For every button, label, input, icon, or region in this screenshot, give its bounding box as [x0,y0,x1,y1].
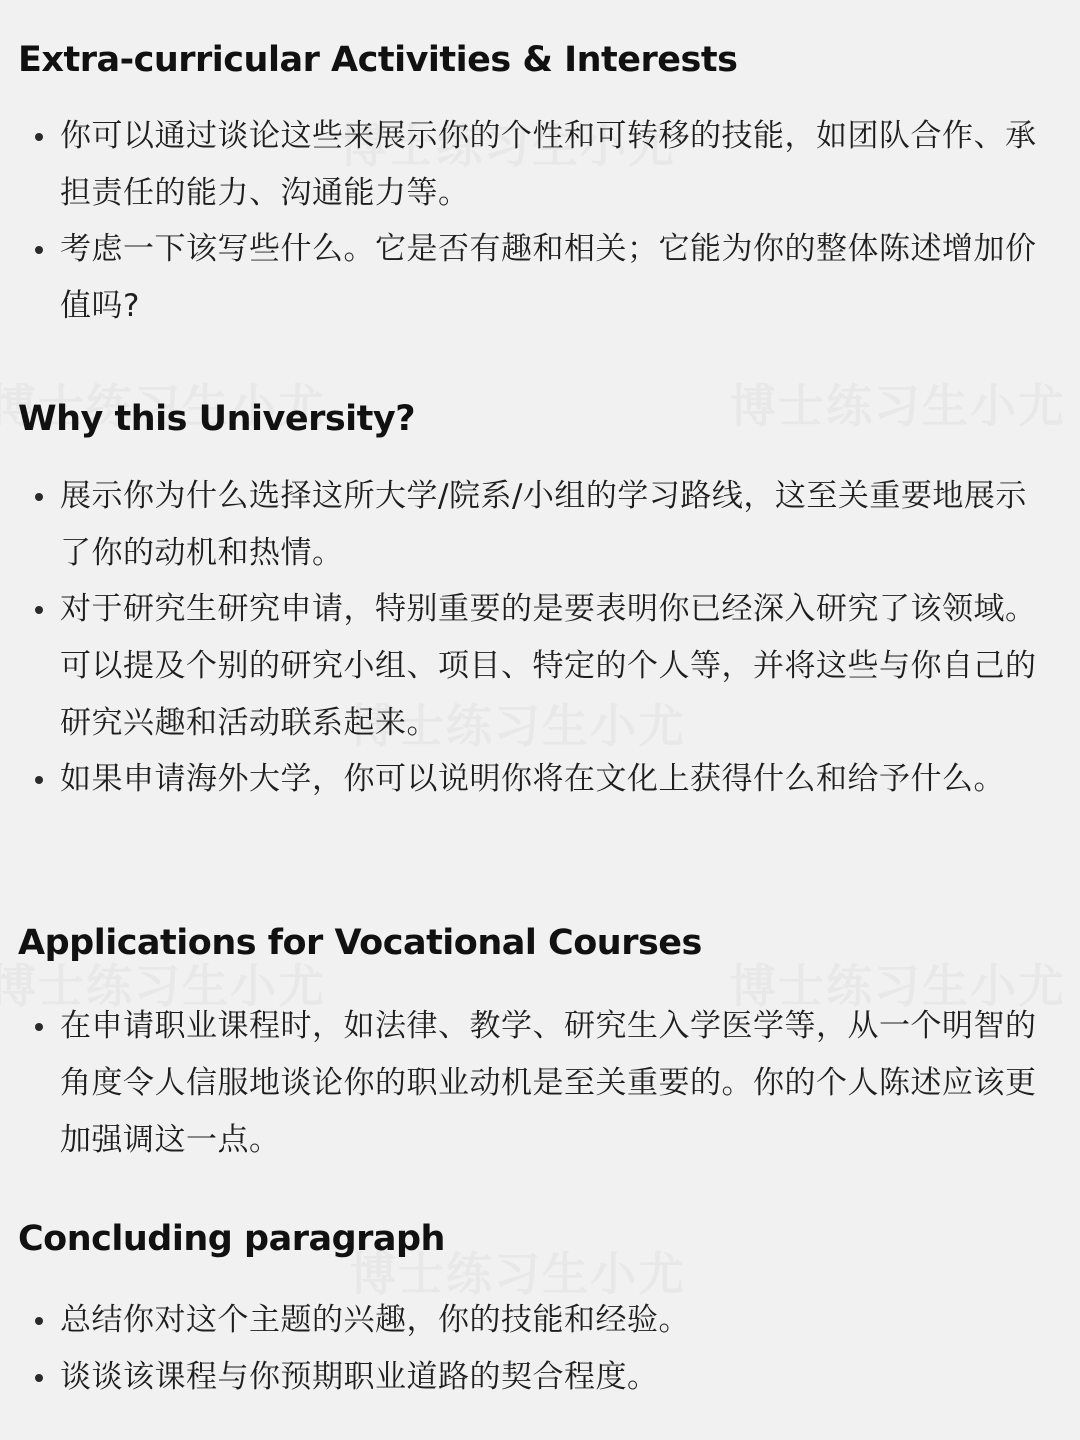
section-heading: Why this University? [18,399,416,439]
bullet-dot-icon [35,133,43,141]
bullet-dot-icon [35,246,43,254]
bullet-text: 谈谈该课程与你预期职业道路的契合程度。 [60,1359,659,1395]
bullet-dot-icon [35,1317,43,1325]
section-heading: Concluding paragraph [18,1219,445,1259]
bullet-text: 对于研究生研究申请，特别重要的是要表明你已经深入研究了该领域。可以提及个别的研究小组、项目、特定的个人等，并将这些与你自己的研究兴趣和活动联系起来。 [60,591,1037,741]
bullet-text: 在申请职业课程时，如法律、教学、研究生入学医学等，从一个明智的角度令人信服地谈论你的职业动机是至关重要的。你的个人陈述应该更加强调这一点。 [60,1008,1037,1158]
bullet-dot-icon [35,1023,43,1031]
section-heading: Extra-curricular Activities & Interests [18,40,738,80]
bullet-dot-icon [35,776,43,784]
bullet-dot-icon [35,606,43,614]
section-heading: Applications for Vocational Courses [18,923,702,963]
bullet-text: 考虑一下该写些什么。它是否有趣和相关；它能为你的整体陈述增加价值吗? [60,231,1037,324]
bullet-text: 你可以通过谈论这些来展示你的个性和可转移的技能，如团队合作、承担责任的能力、沟通能力等。 [60,118,1037,211]
bullet-text: 如果申请海外大学，你可以说明你将在文化上获得什么和给予什么。 [60,761,1005,797]
bullet-text: 总结你对这个主题的兴趣，你的技能和经验。 [60,1302,690,1338]
bullet-dot-icon [35,1374,43,1382]
bullet-dot-icon [35,493,43,501]
bullet-text: 展示你为什么选择这所大学/院系/小组的学习路线，这至关重要地展示了你的动机和热情。 [60,478,1027,571]
watermark [730,370,1066,436]
